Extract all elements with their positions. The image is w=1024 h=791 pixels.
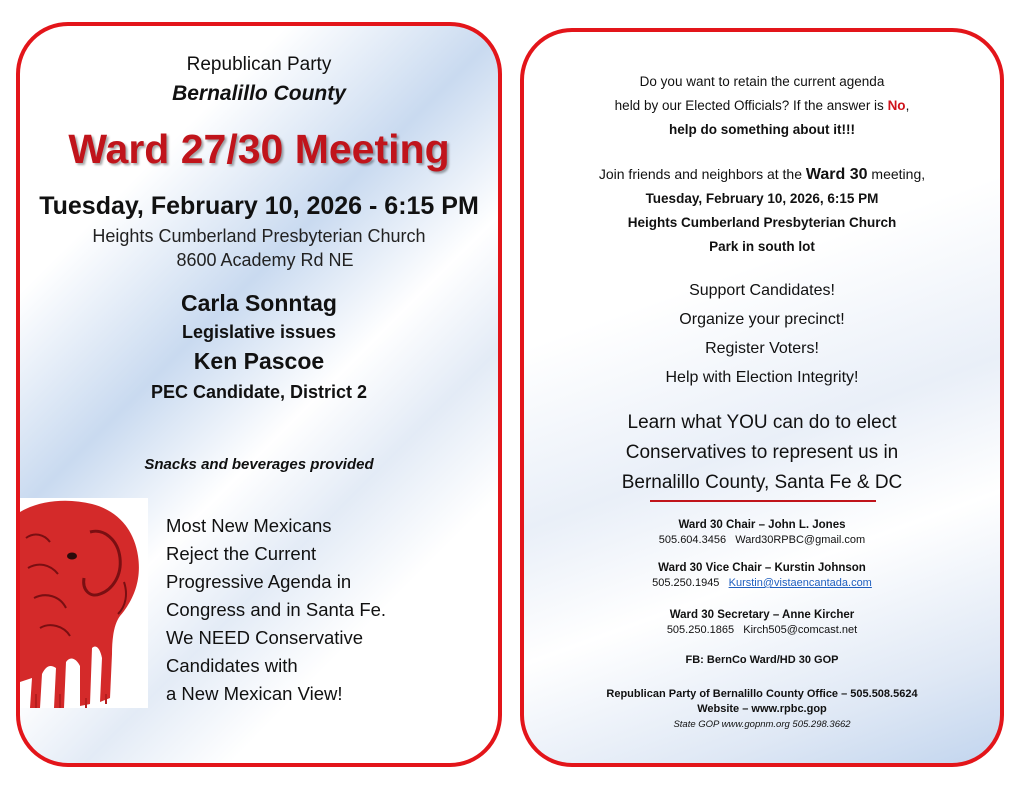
support-item: Support Candidates!: [689, 282, 835, 299]
venue-name: Heights Cumberland Presbyterian Church: [92, 226, 426, 246]
state-gop-line: State GOP www.gopnm.org 505.298.3662: [673, 719, 851, 730]
support-item: Help with Election Integrity!: [665, 369, 859, 386]
speaker-1-topic: Legislative issues: [181, 322, 337, 342]
county-name: Bernalillo County: [172, 82, 346, 105]
message-line: Most New Mexicans: [166, 515, 332, 536]
message-line: Progressive Agenda in: [166, 571, 352, 592]
meeting-title: Ward 27/30 Meeting: [68, 126, 450, 172]
party-name: Republican Party: [186, 54, 332, 75]
officer-email-link[interactable]: Kurstin@vistaencantada.com: [728, 577, 872, 589]
join-date: Tuesday, February 10, 2026, 6:15 PM: [645, 191, 879, 206]
message-line: a New Mexican View!: [166, 683, 343, 704]
speaker-1-name: Carla Sonntag: [181, 290, 337, 316]
join-venue: Heights Cumberland Presbyterian Church: [627, 215, 897, 230]
no-answer: No: [887, 98, 906, 113]
message-line: Candidates with: [166, 655, 298, 676]
facebook-line: FB: BernCo Ward/HD 30 GOP: [685, 654, 839, 666]
join-ward: Ward 30: [805, 166, 868, 183]
meeting-date: Tuesday, February 10, 2026 - 6:15 PM: [39, 192, 479, 220]
join-text: Join friends and neighbors at the: [598, 166, 806, 182]
venue-address: 8600 Academy Rd NE: [176, 250, 354, 270]
left-flyer-panel: [16, 22, 502, 767]
officer-secretary: [524, 608, 1000, 638]
question-line: Do you want to retain the current agenda: [639, 74, 885, 89]
message-line: Congress and in Santa Fe.: [166, 599, 387, 620]
parking-note: Park in south lot: [709, 239, 815, 254]
officer-email: Kirch505@comcast.net: [743, 624, 858, 636]
learn-block: [524, 408, 1000, 498]
join-text-end: meeting,: [867, 166, 926, 182]
question-line: [524, 94, 1000, 118]
call-to-action: help do something about it!!!: [669, 122, 855, 137]
officer-title: Ward 30 Secretary – Anne Kircher: [669, 609, 855, 621]
learn-line: Learn what YOU can do to elect: [627, 412, 897, 433]
snacks-note: Snacks and beverages provided: [144, 456, 374, 473]
learn-line: Bernalillo County, Santa Fe & DC: [621, 472, 903, 493]
question-punct: ,: [905, 98, 910, 113]
question-block: [524, 70, 1000, 142]
office-line: Republican Party of Bernalillo County Office – 505.508.5624: [606, 688, 918, 700]
right-flyer-panel: [520, 28, 1004, 767]
officer-phone: 505.250.1865: [666, 624, 735, 636]
officer-contact: [524, 576, 1000, 591]
speaker-2-topic: PEC Candidate, District 2: [150, 382, 368, 402]
message-line: We NEED Conservative: [166, 627, 364, 648]
message-block: [166, 512, 486, 708]
officer-contact: [524, 533, 1000, 548]
officer-phone: 505.250.1945: [652, 577, 720, 589]
support-item: Register Voters!: [705, 340, 819, 357]
elephant-icon: [20, 498, 148, 708]
officer-title: Ward 30 Chair – John L. Jones: [678, 519, 846, 531]
officer-contact: [524, 623, 1000, 638]
support-list: [524, 276, 1000, 392]
learn-line: Conservatives to represent us in: [625, 442, 899, 463]
office-block: [524, 687, 1000, 732]
join-block: [524, 162, 1000, 259]
speaker-2-name: Ken Pascoe: [193, 348, 325, 374]
officer-phone: 505.604.3456: [658, 534, 727, 546]
officer-email: Ward30RPBC@gmail.com: [735, 534, 866, 546]
officer-chair: [524, 518, 1000, 548]
officer-vice-chair: [524, 561, 1000, 591]
join-line: [524, 162, 1000, 187]
officer-title: Ward 30 Vice Chair – Kurstin Johnson: [658, 562, 866, 574]
website-line: Website – www.rpbc.gop: [697, 703, 827, 715]
support-item: Organize your precinct!: [679, 311, 845, 328]
message-line: Reject the Current: [166, 543, 317, 564]
divider: [650, 500, 876, 502]
question-text: held by our Elected Officials? If the answer is: [614, 98, 888, 113]
